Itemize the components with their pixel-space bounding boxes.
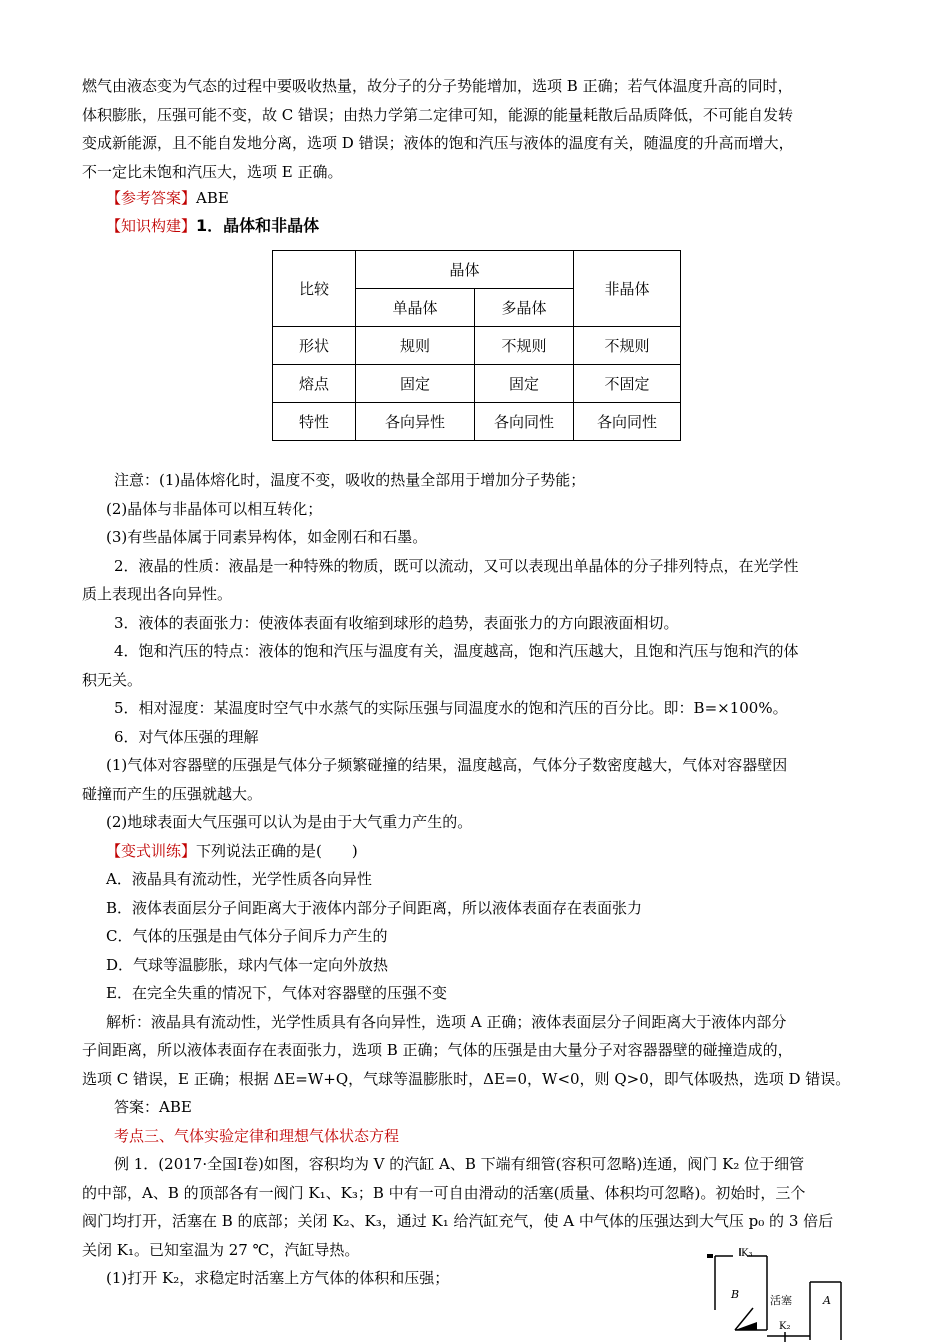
item-2-cont: 质上表现出各向异性。 (82, 585, 233, 603)
option-c: C．气体的压强是由气体分子间斥力产生的 (106, 927, 388, 945)
text-line: 体积膨胀，压强可能不变，故 C 错误；由热力学第二定律可知，能源的能量耗散后品质降低，不可能自发转 (82, 105, 794, 124)
a-label: A (823, 1294, 831, 1307)
item-6-1: (1)气体对容器壁的压强是气体分子频繁碰撞的结果，温度越高，气体分子数密度越大，气体对容器壁因 (106, 756, 788, 774)
table-header-amorphous: 非晶体 (574, 251, 681, 327)
text-line: 不一定比未饱和汽压大，选项 E 正确。 (82, 162, 343, 181)
table-header-poly: 多晶体 (475, 289, 574, 327)
table-cell: 固定 (475, 365, 574, 403)
table-cell: 不固定 (574, 365, 681, 403)
example-line: 的中部，A、B 的顶部各有一阀门 K₁、K₃；B 中有一可自由滑动的活塞(质量、体积均可忽略)。初始时，三个 (82, 1183, 806, 1202)
piston-label: 活塞 (770, 1294, 792, 1307)
answer-2: 答案：ABE (114, 1098, 192, 1116)
reference-answer (106, 184, 229, 213)
note-line: (3)有些晶体属于同素异构体，如金刚石和石墨。 (106, 528, 428, 546)
analysis-paragraph-1 (82, 72, 794, 186)
cylinder-diagram (695, 1248, 845, 1344)
knowledge-heading (106, 212, 319, 241)
variant-question: 下列说法正确的是( ) (196, 841, 358, 860)
variant-heading (82, 837, 882, 866)
text-line: 燃气由液态变为气态的过程中要吸收热量，故分子的分子势能增加，选项 B 正确；若气体温度升高的同时， (82, 77, 793, 95)
answer-value: ABE (196, 189, 229, 207)
analysis-line: 子间距离，所以液体表面存在表面张力，选项 B 正确；气体的压强是由大量分子对容器器壁的碰撞造成的， (82, 1041, 793, 1059)
item-3: 3．液体的表面张力：使液体表面有收缩到球形的趋势，表面张力的方向跟液面相切。 (114, 613, 679, 632)
table-header-single: 单晶体 (356, 289, 475, 327)
option-b: B．液体表面层分子间距离大于液体内部分子间距离，所以液体表面存在表面张力 (106, 898, 643, 917)
table-cell: 不规则 (574, 327, 681, 365)
table-header-compare: 比较 (273, 251, 356, 327)
section-heading: 考点三、气体实验定律和理想气体状态方程 (114, 1126, 400, 1145)
b-label: B (731, 1288, 740, 1301)
analysis-line: 解析：液晶具有流动性，光学性质具有各向异性，选项 A 正确；液体表面层分子间距离大于液体内部分 (106, 1012, 787, 1031)
option-d: D．气球等温膨胀，球内气体一定向外放热 (106, 955, 389, 974)
table-cell: 规则 (356, 327, 475, 365)
item-6-2: (2)地球表面大气压强可以认为是由于大气重力产生的。 (106, 813, 473, 831)
knowledge-tag: 【知识构建】 (106, 217, 197, 235)
example-line: 例 1．(2017·全国Ⅰ卷)如图，容积均为 V 的汽缸 A、B 下端有细管(容积可忽略)连通，阀门 K₂ 位于细管 (114, 1155, 805, 1173)
table-cell: 熔点 (273, 365, 356, 403)
table-cell: 特性 (273, 403, 356, 441)
analysis-line: 选项 C 错误，E 正确；根据 ΔE=W+Q，气球等温膨胀时，ΔE=0，W<0，则 Q>0，即气体吸热，选项 D 错误。 (82, 1069, 851, 1088)
table-cell: 各向同性 (475, 403, 574, 441)
item-2: 2．液晶的性质：液晶是一种特殊的物质，既可以流动，又可以表现出单晶体的分子排列特点，在光学性 (114, 556, 799, 575)
example-line: 关闭 K₁。已知室温为 27 ℃，汽缸导热。 (82, 1240, 360, 1259)
note-line: 注意：(1)晶体熔化时，温度不变，吸收的热量全部用于增加分子势能； (114, 471, 586, 489)
item-6: 6．对气体压强的理解 (114, 727, 259, 746)
option-a: A．液晶具有流动性，光学性质各向异性 (106, 870, 372, 888)
table-row (273, 365, 681, 403)
table-header-crystal: 晶体 (356, 251, 574, 289)
table-cell: 不规则 (475, 327, 574, 365)
note-line: (2)晶体与非晶体可以相互转化； (106, 499, 323, 518)
table-row (273, 403, 681, 441)
question-1: (1)打开 K₂，求稳定时活塞上方气体的体积和压强； (106, 1269, 450, 1287)
table-cell: 固定 (356, 365, 475, 403)
answer-tag: 【参考答案】 (106, 189, 197, 207)
table-cell: 各向异性 (356, 403, 475, 441)
table-cell: 形状 (273, 327, 356, 365)
text-line: 变成新能源，且不能自发地分离，选项 D 错误；液体的饱和汽压与液体的温度有关，随温度的升高而增大， (82, 134, 794, 152)
item-4-cont: 积无关。 (82, 670, 143, 689)
k2-label: K₂ (779, 1321, 791, 1332)
item-5: 5．相对湿度：某温度时空气中水蒸气的实际压强与同温度水的饱和汽压的百分比。即：B=×100%。 (114, 699, 788, 717)
knowledge-title: 1．晶体和非晶体 (196, 216, 320, 235)
item-4: 4．饱和汽压的特点：液体的饱和汽压与温度有关，温度越高，饱和汽压越大，且饱和汽压与饱和汽的体 (114, 642, 799, 660)
option-e: E．在完全失重的情况下，气体对容器壁的压强不变 (106, 984, 447, 1002)
variant-tag: 【变式训练】 (106, 841, 197, 860)
table-cell: 各向同性 (574, 403, 681, 441)
notes-block (82, 466, 882, 1293)
item-6-1-cont: 碰撞而产生的压强就越大。 (82, 784, 263, 803)
k3-label: K₃ (741, 1248, 753, 1259)
table-row (273, 327, 681, 365)
example-line: 阀门均打开，活塞在 B 的底部；关闭 K₂、K₃，通过 K₁ 给汽缸充气，使 A 中气体的压强达到大气压 p₀ 的 3 倍后 (82, 1212, 834, 1230)
k1-valve-icon (707, 1254, 713, 1258)
crystal-comparison-table (272, 250, 681, 441)
